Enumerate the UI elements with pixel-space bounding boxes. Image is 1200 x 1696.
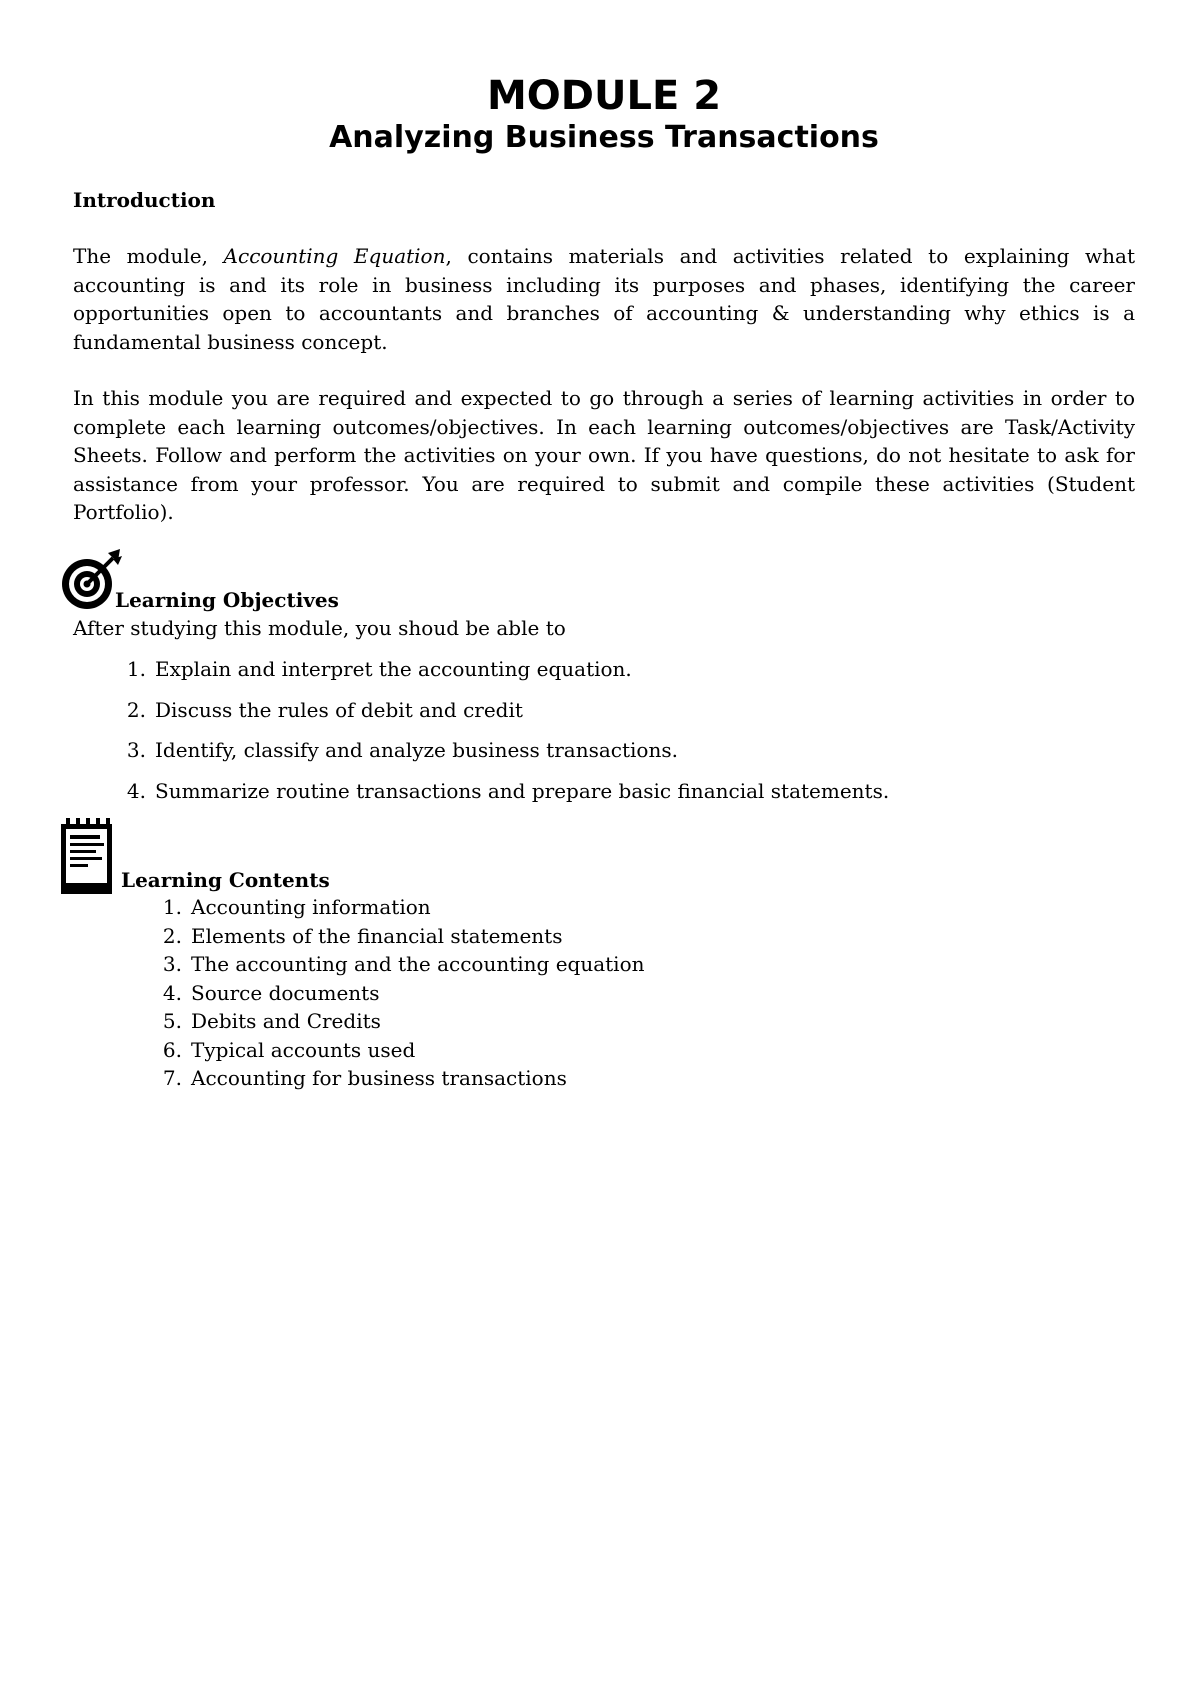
contents-list bbox=[146, 893, 645, 1093]
objectives-list bbox=[110, 655, 889, 817]
item-text: Explain and interpret the accounting equation. bbox=[155, 657, 632, 681]
item-number: 2. bbox=[126, 697, 146, 722]
item-number: 1. bbox=[162, 895, 182, 919]
item-text: The accounting and the accounting equation bbox=[191, 952, 645, 976]
item-text: Elements of the financial statements bbox=[191, 923, 563, 948]
item-text: Source documents bbox=[191, 980, 380, 1005]
item-text: Identify, classify and analyze business transactions. bbox=[155, 738, 678, 762]
introduction-p1-end: , contains materials and activities related to explaining what accounting is and its role in business including its purposes and phases, identifying the career opportunities open to accountants and branches of accounting & understanding why ethics is a fundamental business concept. bbox=[73, 244, 1135, 354]
list-item bbox=[110, 696, 889, 737]
item-text: Discuss the rules of debit and credit bbox=[155, 697, 523, 722]
item-number: 7. bbox=[162, 1066, 182, 1090]
objectives-heading: Learning Objectives bbox=[115, 588, 339, 612]
introduction-paragraph-2: In this module you are required and expected to go through a series of learning activities in order to complete each learning outcomes/objectives. In each learning outcomes/objectives are Task/Activity Sheets. Follow and perform the activities on your own. If you have questions, do not hesitate to ask for assistance from your professor. You are required to submit and compile these activities (Student Portfolio). bbox=[73, 386, 1135, 524]
list-item bbox=[110, 777, 889, 818]
module-name-emphasis: Accounting Equation bbox=[223, 244, 446, 268]
item-number: 4. bbox=[126, 778, 146, 803]
list-item bbox=[146, 1064, 645, 1093]
module-title: MODULE 2 bbox=[486, 73, 722, 119]
item-text: Typical accounts used bbox=[191, 1037, 416, 1062]
item-number: 3. bbox=[162, 952, 182, 976]
module-subtitle: Analyzing Business Transactions bbox=[329, 120, 879, 155]
item-text: Accounting information bbox=[191, 895, 431, 919]
contents-heading: Learning Contents bbox=[121, 868, 330, 892]
item-number: 1. bbox=[126, 657, 146, 681]
item-number: 4. bbox=[162, 980, 182, 1005]
list-item bbox=[146, 950, 645, 979]
item-number: 3. bbox=[126, 738, 146, 762]
list-item bbox=[146, 1007, 645, 1036]
introduction-paragraph-1 bbox=[73, 242, 1135, 356]
list-item bbox=[110, 736, 889, 777]
item-number: 5. bbox=[162, 1009, 182, 1033]
introduction-p1-start: The module, bbox=[73, 244, 224, 268]
item-number: 6. bbox=[162, 1037, 182, 1062]
notepad-icon bbox=[58, 815, 118, 897]
item-number: 2. bbox=[162, 923, 182, 948]
list-item bbox=[146, 979, 645, 1008]
item-text: Accounting for business transactions bbox=[191, 1066, 567, 1090]
list-item bbox=[146, 893, 645, 922]
list-item bbox=[146, 922, 645, 951]
list-item bbox=[110, 655, 889, 696]
introduction-heading: Introduction bbox=[73, 188, 216, 212]
objectives-intro: After studying this module, you shoud be able to bbox=[73, 616, 566, 640]
list-item bbox=[146, 1036, 645, 1065]
item-text: Debits and Credits bbox=[191, 1009, 381, 1033]
item-text: Summarize routine transactions and prepare basic financial statements. bbox=[155, 778, 890, 803]
